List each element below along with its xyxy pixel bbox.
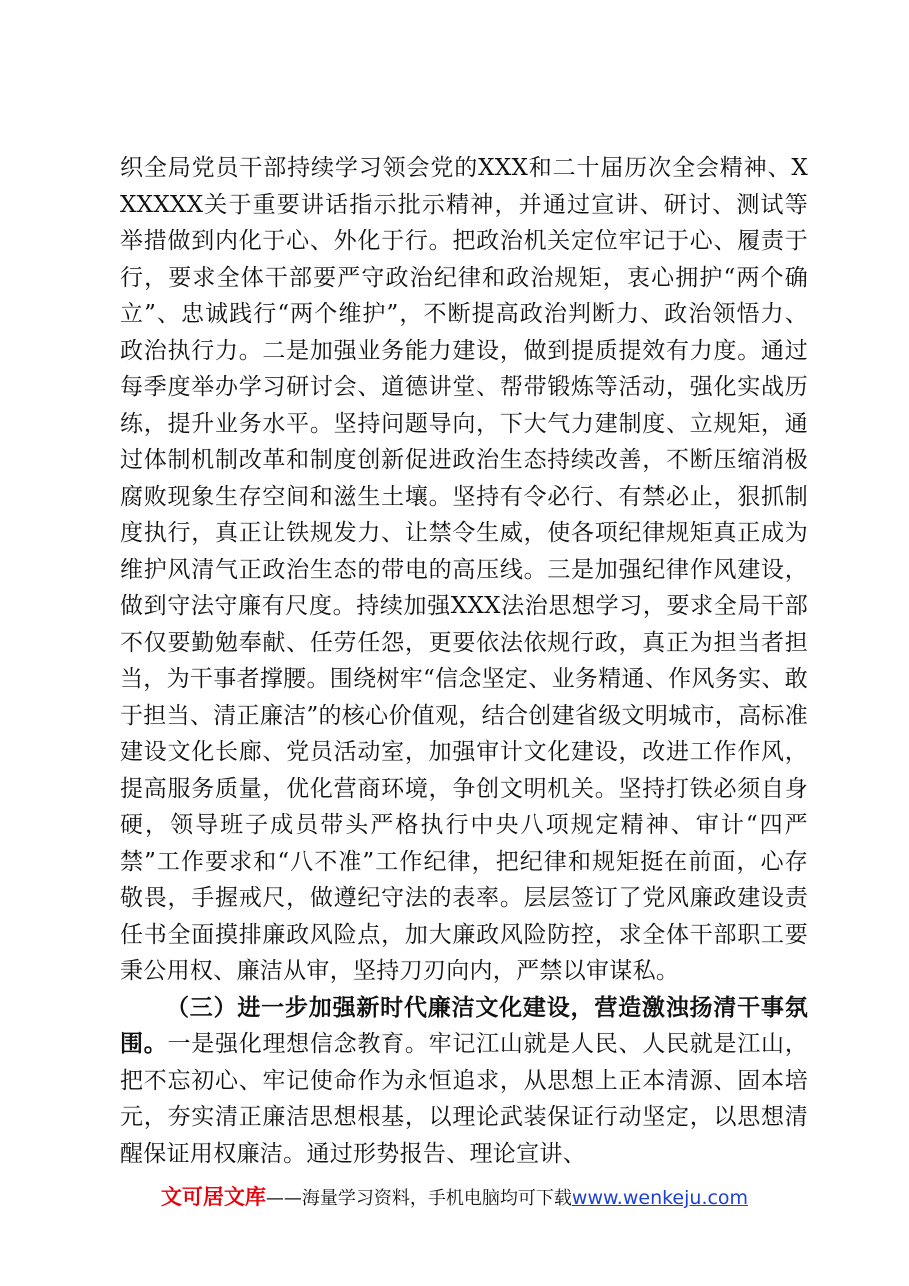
body-paragraph-1 — [120, 150, 808, 990]
paragraph-1-text: 织全局党员干部持续学习领会党的XXX和二十届历次全会精神、XXXXXX关于重要讲话指示批示精神，并通过宣讲、研讨、测试等举措做到内化于心、外化于行。把政治机关定位牢记于心、履责于行，要求全体干部要严守政治纪律和政治规矩，衷心拥护“两个确立”、忠诚践行“两个维护”，不断提高政治判断力、政治领悟力、政治执行力。二是加强业务能力建设，做到提质提效有力度。通过每季度举办学习研讨会、道德讲堂、帮带锻炼等活动，强化实战历练，提升业务水平。坚持问题导向，下大气力建制度、立规矩，通过体制机制改革和制度创新促进政治生态持续改善，不断压缩消极腐败现象生存空间和滋生土壤。坚持有令必行、有禁必止，狠抓制度执行，真正让铁规发力、让禁令生威，使各项纪律规矩真正成为维护风清气正政治生态的带电的高压线。三是加强纪律作风建设，做到守法守廉有尺度。持续加强XXX法治思想学习，要求全局干部不仅要勤勉奉献、任劳任怨，更要依法依规行政，真正为担当者担当，为干事者撑腰。围绕树牢“信念坚定、业务精通、作风务实、敢于担当、清正廉洁”的核心价值观，结合创建省级文明城市，高标准建设文化长廊、党员活动室，加强审计文化建设，改进工作作风，提高服务质量，优化营商环境，争创文明机关。坚持打铁必须自身硬，领导班子成员带头严格执行中央八项规定精神、审计“四严禁”工作要求和“八不准”工作纪律，把纪律和规矩挺在前面，心存敬畏，手握戒尺，做遵纪守法的表率。层层签订了党风廉政建设责任书全面摸排廉政风险点，加大廉政风险防控，求全体干部职工要秉公用权、廉洁从审，坚持刀刃向内，严禁以审谋私。 — [120, 155, 808, 984]
body-paragraph-2 — [120, 990, 808, 1173]
paragraph-2-text: 一是强化理想信念教育。牢记江山就是人民、人民就是江山，把不忘初心、牢记使命作为永恒追求，从思想上正本清源、固本培元，夯实清正廉洁思想根基，以理论武装保证行动坚定，以思想清醒保证用权廉洁。通过形势报告、理论宣讲、 — [120, 1031, 808, 1167]
footer-banner — [0, 1183, 909, 1213]
section-heading-3: （三）进一步加强新时代廉洁文化建设，营造激浊扬清干事氛围。 — [120, 993, 808, 1057]
website-link[interactable]: www.wenkeju.com — [571, 1187, 749, 1209]
brand-name: 文可居文库 — [160, 1185, 266, 1209]
footer-tagline: ——海量学习资料，手机电脑均可下载 — [265, 1188, 572, 1209]
document-body — [120, 150, 808, 1172]
